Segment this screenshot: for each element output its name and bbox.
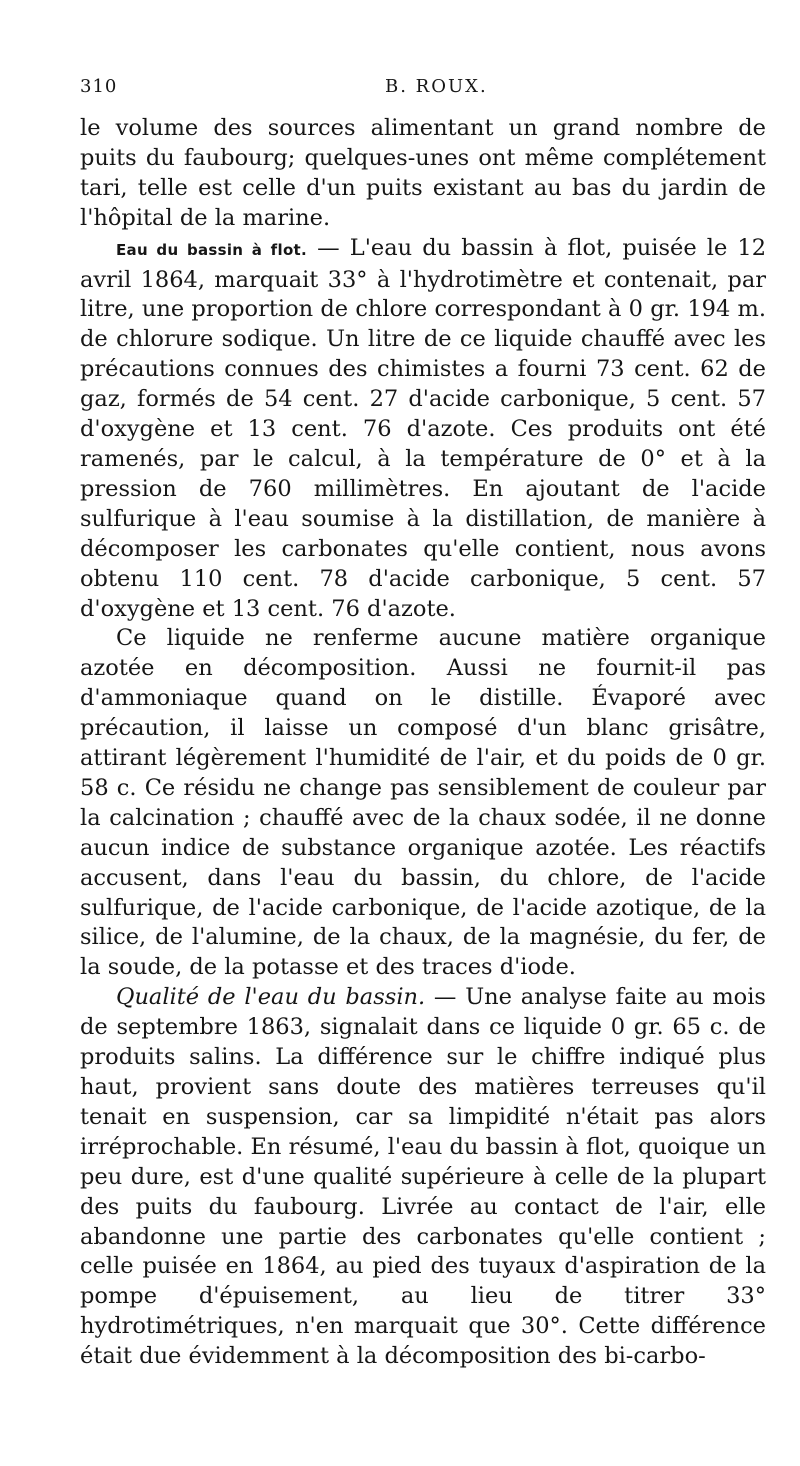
- paragraph-qualite: [80, 983, 766, 1372]
- body-text: [80, 114, 766, 1372]
- paragraph-bassin-a-flot: [80, 234, 766, 625]
- paragraph-intro: le volume des sources alimentant un grand nombre de puits du faubourg; quelques-unes ont même complétement tari, telle est celle d'un puits existant au bas du jardin de l'hôpital de la marine.: [80, 115, 766, 231]
- section-heading-qualite: Qualité de l'eau du bassin.: [116, 984, 426, 1011]
- section-heading-bassin-a-flot: Eau du bassin à flot.: [116, 240, 308, 259]
- page-number: 310: [80, 76, 118, 97]
- running-head-author: B. ROUX.: [385, 76, 488, 97]
- paragraph-text: — L'eau du bassin à flot, puisée le 12 avril 1864, marquait 33° à l'hydrotimètre et contenait, par litre, une proportion de chlore correspondant à 0 gr. 194 m. de chlorure sodique. Un litre de ce liquide chauffé avec les précautions connues des chimistes a fourni 73 cent. 62 de gaz, formés de 54 cent. 27 d'acide carbonique, 5 cent. 57 d'oxygène et 13 cent. 76 d'azote. Ces produits ont été ramenés, par le calcul, à la température de 0° et à la pression de 760 millimètres. En ajoutant de l'acide sulfurique à l'eau soumise à la distillation, de manière à décomposer les carbonates qu'elle contient, nous avons obtenu 110 cent. 78 d'acide carbonique, 5 cent. 57 d'oxygène et 13 cent. 76 d'azote.: [80, 234, 767, 622]
- paragraph-matiere-organique: Ce liquide ne renferme aucune matière organique azotée en décomposition. Aussi ne fournit-il pas d'ammoniaque quand on le distille. Évaporé avec précaution, il laisse un composé d'un blanc grisâtre, attirant légèrement l'humidité de l'air, et du poids de 0 gr. 58 c. Ce résidu ne change pas sensiblement de couleur par la calcination ; chauffé avec de la chaux sodée, il ne donne aucun indice de substance organique azotée. Les réactifs accusent, dans l'eau du bassin, du chlore, de l'acide sulfurique, de l'acide carbonique, de l'acide azotique, de la silice, de l'alumine, de la chaux, de la magnésie, du fer, de la soude, de la potasse et des traces d'iode.: [80, 625, 766, 981]
- running-head: [80, 76, 770, 106]
- paragraph-text: — Une analyse faite au mois de septembre 1863, signalait dans ce liquide 0 gr. 65 c. de produits salins. La différence sur le chiffre indiqué plus haut, provient sans doute des matières terreuses qu'il tenait en suspension, car sa limpidité n'était pas alors irréprochable. En résumé, l'eau du bassin à flot, quoique un peu dure, est d'une qualité supérieure à celle de la plupart des puits du faubourg. Livrée au contact de l'air, elle abandonne une partie des carbonates qu'elle contient ; celle puisée en 1864, au pied des tuyaux d'aspiration de la pompe d'épuisement, au lieu de titrer 33° hydrotimétriques, n'en marquait que 30°. Cette différence était due évidemment à la décomposition des bi-carbo-: [80, 984, 766, 1370]
